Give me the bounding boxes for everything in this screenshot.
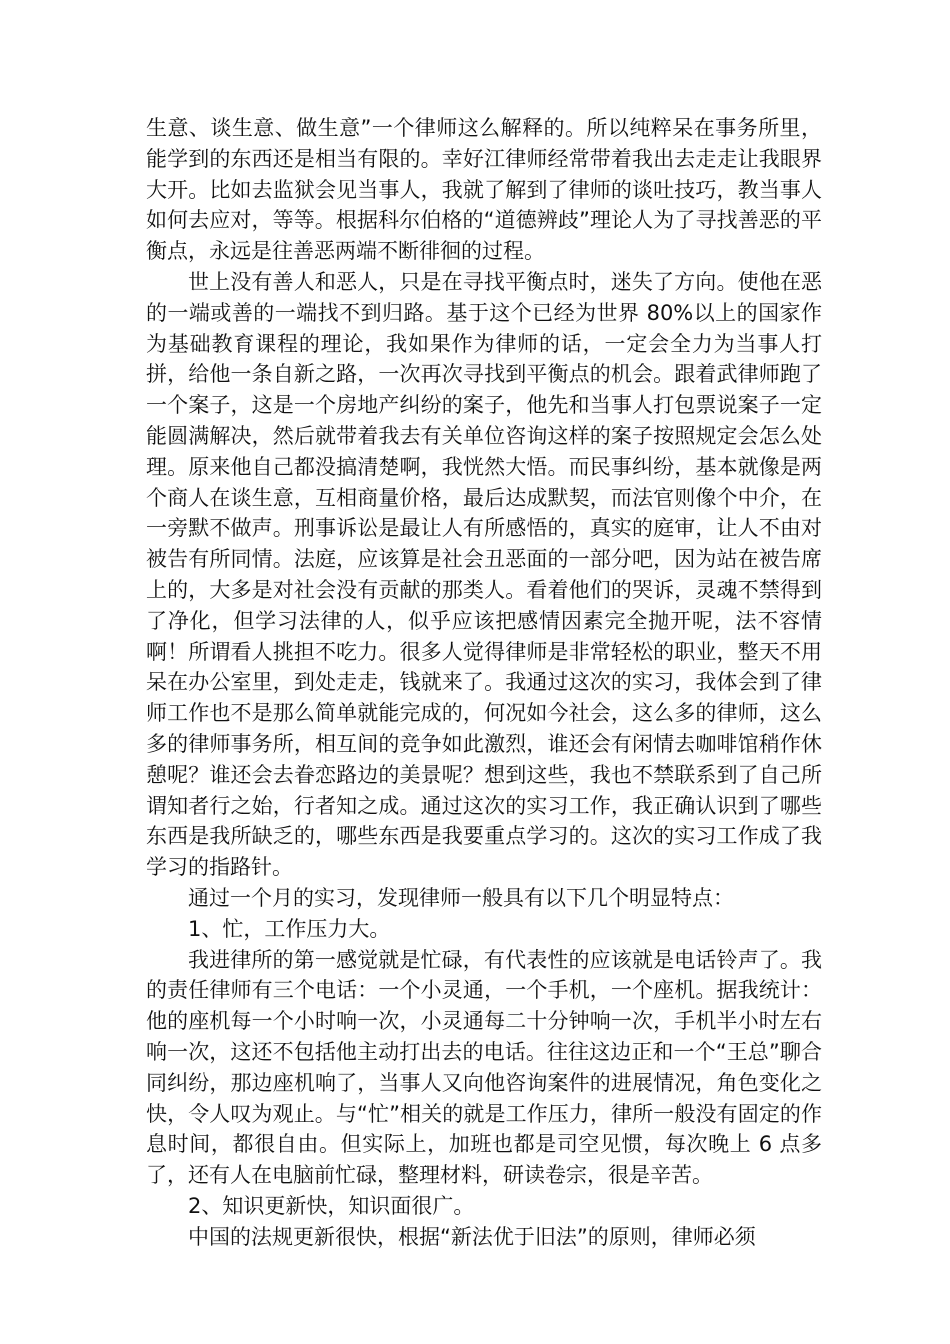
paragraph-2: 世上没有善人和恶人，只是在寻找平衡点时，迷失了方向。使他在恶的一端或善的一端找不到归路。基于这个已经为世界 80%以上的国家作为基础教育课程的理论，我如果作为律师的话，一定会全力为当事人打拼，给他一条自新之路，一次再次寻找到平衡点的机会。跟着武律师跑了一个案子，这是一个房地产纠纷的案子，他先和当事人打包票说案子一定能圆满解决，然后就带着我去有关单位咨询这样的案子按照规定会怎么处理。原来他自己都没搞清楚啊，我恍然大悟。而民事纠纷，基本就像是两个商人在谈生意，互相商量价格，最后达成默契，而法官则像个中介，在一旁默不做声。刑事诉讼是最让人有所感悟的，真实的庭审，让人不由对被告有所同情。法庭，应该算是社会丑恶面的一部分吧，因为站在被告席上的，大多是对社会没有贡献的那类人。看着他们的哭诉，灵魂不禁得到了净化，但学习法律的人，似乎应该把感情因素完全抛开呢，法不容情啊！所谓看人挑担不吃力。很多人觉得律师是非常轻松的职业，整天不用呆在办公室里，到处走走，钱就来了。我通过这次的实习，我体会到了律师工作也不是那么简单就能完成的，何况如今社会，这么多的律师，这么多的律师事务所，相互间的竞争如此激烈，谁还会有闲情去咖啡馆稍作休憩呢？谁还会去眷恋路边的美景呢？想到这些，我也不禁联系到了自己所谓知者行之始，行者知之成。通过这次的实习工作，我正确认识到了哪些东西是我所缺乏的，哪些东西是我要重点学习的。这次的实习工作成了我学习的指路针。 xyxy=(146,269,822,880)
paragraph-1: 生意、谈生意、做生意”一个律师这么解释的。所以纯粹呆在事务所里，能学到的东西还是相当有限的。幸好江律师经常带着我出去走走让我眼界大开。比如去监狱会见当事人，我就了解到了律师的谈吐技巧，教当事人如何去应对，等等。根据科尔伯格的“道德辨歧”理论人为了寻找善恶的平衡点，永远是往善恶两端不断徘徊的过程。 xyxy=(146,116,822,264)
paragraph-3: 通过一个月的实习，发现律师一般具有以下几个明显特点： xyxy=(188,885,734,910)
paragraph-6-heading: 2、知识更新快，知识面很广。 xyxy=(188,1193,475,1218)
paragraph-7: 中国的法规更新很快，根据“新法优于旧法”的原则，律师必须 xyxy=(188,1224,756,1249)
paragraph-5: 我进律所的第一感觉就是忙碌，有代表性的应该就是电话铃声了。我的责任律师有三个电话：一个小灵通，一个手机，一个座机。据我统计：他的座机每一个小时响一次，小灵通每二十分钟响一次，手机半小时左右响一次，这还不包括他主动打出去的电话。往往这边正和一个“王总”聊合同纠纷，那边座机响了，当事人又向他咨询案件的进展情况，角色变化之快，令人叹为观止。与“忙”相关的就是工作压力，律所一般没有固定的作息时间，都很自由。但实际上，加班也都是司空见惯，每次晚上 6 点多了，还有人在电脑前忙碌，整理材料，研读卷宗，很是辛苦。 xyxy=(146,947,822,1188)
paragraph-4-heading: 1、忙，工作压力大。 xyxy=(188,916,391,941)
document-body xyxy=(146,113,822,1252)
